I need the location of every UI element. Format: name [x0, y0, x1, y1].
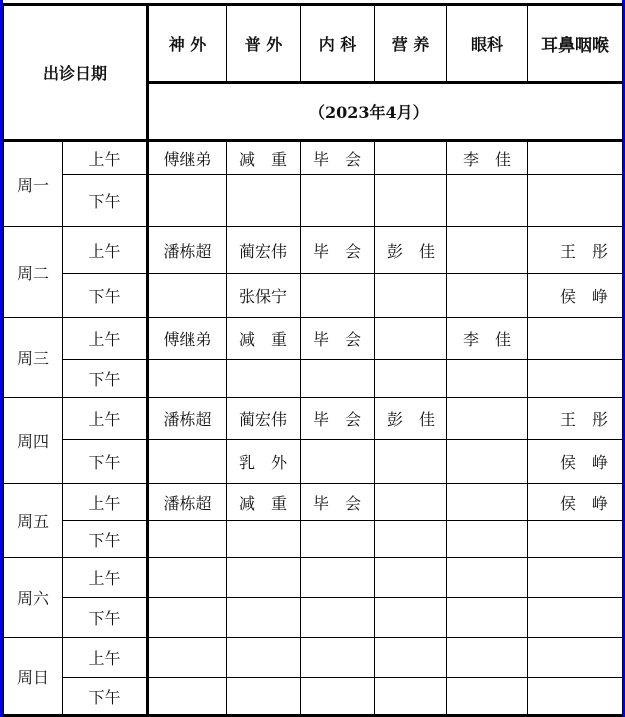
- day-label: 周二: [4, 227, 63, 318]
- cell: [528, 175, 623, 227]
- period-pm: 下午: [63, 440, 148, 484]
- period-pm: 下午: [63, 521, 148, 558]
- cell: [301, 521, 375, 558]
- dept-nutrition: 营 养: [375, 5, 447, 83]
- cell: 彭 佳: [375, 227, 447, 274]
- cell: [148, 521, 227, 558]
- cell: 潘栋超: [148, 484, 227, 521]
- cell: [528, 558, 623, 598]
- date-header: 出诊日期: [4, 5, 148, 141]
- cell: [528, 360, 623, 398]
- cell: 蔺宏伟: [227, 398, 301, 440]
- clinic-schedule-table: [3, 3, 623, 717]
- cell: [375, 440, 447, 484]
- cell: [375, 638, 447, 678]
- cell: [447, 227, 528, 274]
- cell: 减 重: [227, 318, 301, 360]
- period-am: 上午: [63, 318, 148, 360]
- cell: [148, 558, 227, 598]
- cell: [528, 678, 623, 716]
- dept-neurosurgery: 神 外: [148, 5, 227, 83]
- cell: 毕 会: [301, 398, 375, 440]
- cell: 傅继弟: [148, 141, 227, 175]
- cell: 李 佳: [447, 318, 528, 360]
- cell: 潘栋超: [148, 398, 227, 440]
- cell: [375, 318, 447, 360]
- cell: [148, 440, 227, 484]
- cell: 李 佳: [447, 141, 528, 175]
- cell: [301, 678, 375, 716]
- cell: [375, 360, 447, 398]
- cell: [148, 175, 227, 227]
- cell: 毕 会: [301, 141, 375, 175]
- cell: [227, 638, 301, 678]
- dept-ent: 耳鼻咽喉: [528, 5, 623, 83]
- day-label: 周四: [4, 398, 63, 484]
- cell: [447, 440, 528, 484]
- cell: [447, 678, 528, 716]
- cell: [375, 175, 447, 227]
- cell: [528, 598, 623, 638]
- cell: 傅继弟: [148, 318, 227, 360]
- cell: [227, 558, 301, 598]
- cell: [375, 274, 447, 318]
- day-label: 周六: [4, 558, 63, 638]
- cell: [375, 558, 447, 598]
- cell: [227, 521, 301, 558]
- cell: [375, 678, 447, 716]
- cell: [375, 598, 447, 638]
- cell: [528, 521, 623, 558]
- cell: [375, 484, 447, 521]
- cell: [148, 274, 227, 318]
- cell: [447, 484, 528, 521]
- dept-internal-medicine: 内 科: [301, 5, 375, 83]
- cell: 侯 峥: [528, 484, 623, 521]
- cell: 减 重: [227, 484, 301, 521]
- period-pm: 下午: [63, 360, 148, 398]
- cell: 张保宁: [227, 274, 301, 318]
- cell: 毕 会: [301, 484, 375, 521]
- cell: [148, 678, 227, 716]
- cell: [148, 360, 227, 398]
- cell: 毕 会: [301, 318, 375, 360]
- period-am: 上午: [63, 484, 148, 521]
- cell: [301, 175, 375, 227]
- cell: [528, 141, 623, 175]
- period-am: 上午: [63, 398, 148, 440]
- period-am: 上午: [63, 638, 148, 678]
- cell: 侯 峥: [528, 274, 623, 318]
- cell: 减 重: [227, 141, 301, 175]
- cell: [447, 638, 528, 678]
- cell: [375, 521, 447, 558]
- dept-general-surgery: 普 外: [227, 5, 301, 83]
- cell: [447, 521, 528, 558]
- cell: 潘栋超: [148, 227, 227, 274]
- period-pm: 下午: [63, 678, 148, 716]
- cell: [301, 360, 375, 398]
- cell: [528, 638, 623, 678]
- cell: [447, 398, 528, 440]
- period-am: 上午: [63, 141, 148, 175]
- cell: [227, 598, 301, 638]
- cell: [447, 175, 528, 227]
- day-label: 周三: [4, 318, 63, 398]
- period-am: 上午: [63, 558, 148, 598]
- cell: [447, 558, 528, 598]
- cell: 彭 佳: [375, 398, 447, 440]
- cell: [227, 678, 301, 716]
- month-label: （2023年4月）: [148, 83, 623, 141]
- cell: 王 彤: [528, 398, 623, 440]
- cell: [301, 638, 375, 678]
- period-pm: 下午: [63, 598, 148, 638]
- cell: [148, 598, 227, 638]
- period-pm: 下午: [63, 175, 148, 227]
- cell: [375, 141, 447, 175]
- cell: [528, 318, 623, 360]
- cell: 王 彤: [528, 227, 623, 274]
- cell: 蔺宏伟: [227, 227, 301, 274]
- cell: [301, 274, 375, 318]
- cell: [301, 558, 375, 598]
- day-label: 周日: [4, 638, 63, 716]
- cell: [227, 360, 301, 398]
- day-label: 周一: [4, 141, 63, 227]
- period-am: 上午: [63, 227, 148, 274]
- cell: [447, 598, 528, 638]
- cell: [227, 175, 301, 227]
- cell: 乳 外: [227, 440, 301, 484]
- cell: 侯 峥: [528, 440, 623, 484]
- cell: [447, 274, 528, 318]
- day-label: 周五: [4, 484, 63, 558]
- cell: [301, 440, 375, 484]
- period-pm: 下午: [63, 274, 148, 318]
- cell: 毕 会: [301, 227, 375, 274]
- dept-ophthalmology: 眼科: [447, 5, 528, 83]
- cell: [148, 638, 227, 678]
- cell: [301, 598, 375, 638]
- cell: [447, 360, 528, 398]
